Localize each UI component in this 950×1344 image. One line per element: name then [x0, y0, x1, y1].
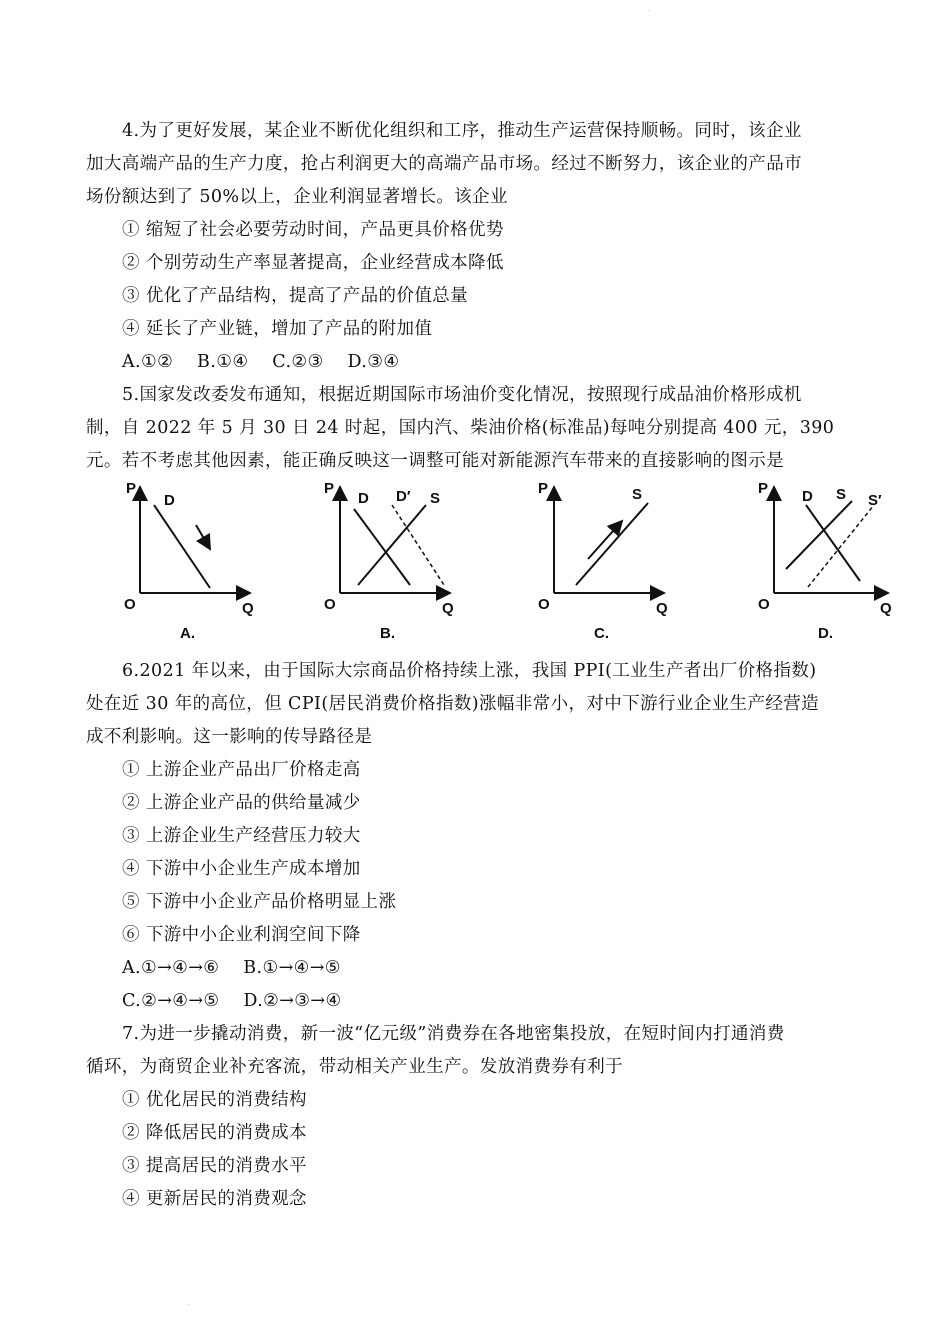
q5-figure-row	[118, 475, 898, 645]
supply-curve-shifted	[808, 505, 874, 587]
label-p: P	[324, 480, 335, 497]
q7-option-3: ③ 提高居民的消费水平	[122, 1156, 307, 1176]
q6-answer-choices-1: A.①→④→⑥ B.①→④→⑤	[122, 958, 341, 978]
supply-curve	[786, 501, 852, 569]
label-o: O	[124, 596, 136, 613]
label-s: S	[430, 490, 441, 507]
supply-curve	[576, 503, 648, 585]
q4-option-3: ③ 优化了产品结构，提高了产品的价值总量	[122, 286, 469, 306]
supply-curve	[358, 505, 426, 585]
scan-dot-bottom: .	[188, 1300, 190, 1307]
q6-option-3: ③ 上游企业生产经营压力较大	[122, 826, 361, 846]
scan-dot-top: .	[648, 6, 650, 13]
q7-stem-line-2: 循环，为商贸企业补充客流，带动相关产业生产。发放消费券有利于	[86, 1057, 623, 1077]
q6-stem-line-2: 处在近 30 年的高位，但 CPI(居民消费价格指数)涨幅非常小，对中下游行业企业生产经营造	[86, 694, 820, 714]
q4-option-2: ② 个别劳动生产率显著提高，企业经营成本降低	[122, 253, 504, 273]
figure-c-caption: C.	[594, 625, 609, 642]
demand-curve	[154, 505, 210, 588]
q5-stem-line-2: 制，自 2022 年 5 月 30 日 24 时起，国内汽、柴油价格(标准品)每吨分别提高 400 元，390	[86, 418, 835, 438]
q4-answer-choices: A.①② B.①④ C.②③ D.③④	[122, 352, 400, 372]
figure-c	[532, 475, 712, 645]
label-o: O	[538, 596, 550, 613]
label-q: Q	[656, 600, 668, 617]
label-p: P	[126, 480, 137, 497]
q7-option-2: ② 降低居民的消费成本	[122, 1123, 307, 1143]
q7-option-4: ④ 更新居民的消费观念	[122, 1189, 307, 1209]
label-q: Q	[880, 600, 892, 617]
demand-curve	[354, 509, 410, 585]
label-d: D	[802, 488, 813, 505]
figure-a	[118, 475, 298, 645]
q6-stem-line-3: 成不利影响。这一影响的传导路径是	[86, 727, 373, 747]
q4-stem-line-1: 4.为了更好发展，某企业不断优化组织和工序，推动生产运营保持顺畅。同时，该企业	[122, 121, 802, 141]
demand-curve-shifted	[392, 505, 444, 585]
q6-option-5: ⑤ 下游中小企业产品价格明显上涨	[122, 892, 397, 912]
q7-option-1: ① 优化居民的消费结构	[122, 1090, 307, 1110]
q6-option-1: ① 上游企业产品出厂价格走高	[122, 760, 361, 780]
q4-stem-line-2: 加大高端产品的生产力度，抢占利润更大的高端产品市场。经过不断努力，该企业的产品市	[86, 154, 802, 174]
figure-d-caption: D.	[818, 625, 833, 642]
label-p: P	[758, 480, 769, 497]
figure-d	[752, 475, 932, 645]
q4-option-1: ① 缩短了社会必要劳动时间，产品更具价格优势	[122, 220, 504, 240]
label-q: Q	[442, 600, 454, 617]
shift-arrow	[196, 525, 210, 549]
figure-b	[318, 475, 498, 645]
figure-b-caption: B.	[380, 625, 395, 642]
label-s-prime: S′	[868, 492, 882, 509]
demand-curve	[806, 505, 860, 581]
q6-option-6: ⑥ 下游中小企业利润空间下降	[122, 925, 361, 945]
label-d: D	[164, 492, 175, 509]
label-p: P	[538, 480, 549, 497]
q6-option-4: ④ 下游中小企业生产成本增加	[122, 859, 361, 879]
label-s: S	[836, 486, 847, 503]
label-q: Q	[242, 600, 254, 617]
q7-stem-line-1: 7.为进一步撬动消费，新一波“亿元级”消费券在各地密集投放，在短时间内打通消费	[122, 1024, 785, 1044]
label-d: D	[358, 490, 369, 507]
q4-stem-line-3: 场份额达到了 50%以上，企业利润显著增长。该企业	[86, 187, 508, 207]
q5-stem-line-3: 元。若不考虑其他因素，能正确反映这一调整可能对新能源汽车带来的直接影响的图示是	[86, 451, 785, 471]
figure-a-caption: A.	[180, 625, 195, 642]
q4-option-4: ④ 延长了产业链，增加了产品的附加值	[122, 319, 433, 339]
q6-stem-line-1: 6.2021 年以来，由于国际大宗商品价格持续上涨，我国 PPI(工业生产者出厂价格指数)	[122, 661, 817, 681]
q6-answer-choices-2: C.②→④→⑤ D.②→③→④	[122, 991, 342, 1011]
q6-option-2: ② 上游企业产品的供给量减少	[122, 793, 361, 813]
label-d-prime: D′	[396, 488, 411, 505]
label-s: S	[632, 486, 643, 503]
q5-stem-line-1: 5.国家发改委发布通知，根据近期国际市场油价变化情况，按照现行成品油价格形成机	[122, 385, 802, 405]
label-o: O	[758, 596, 770, 613]
label-o: O	[324, 596, 336, 613]
